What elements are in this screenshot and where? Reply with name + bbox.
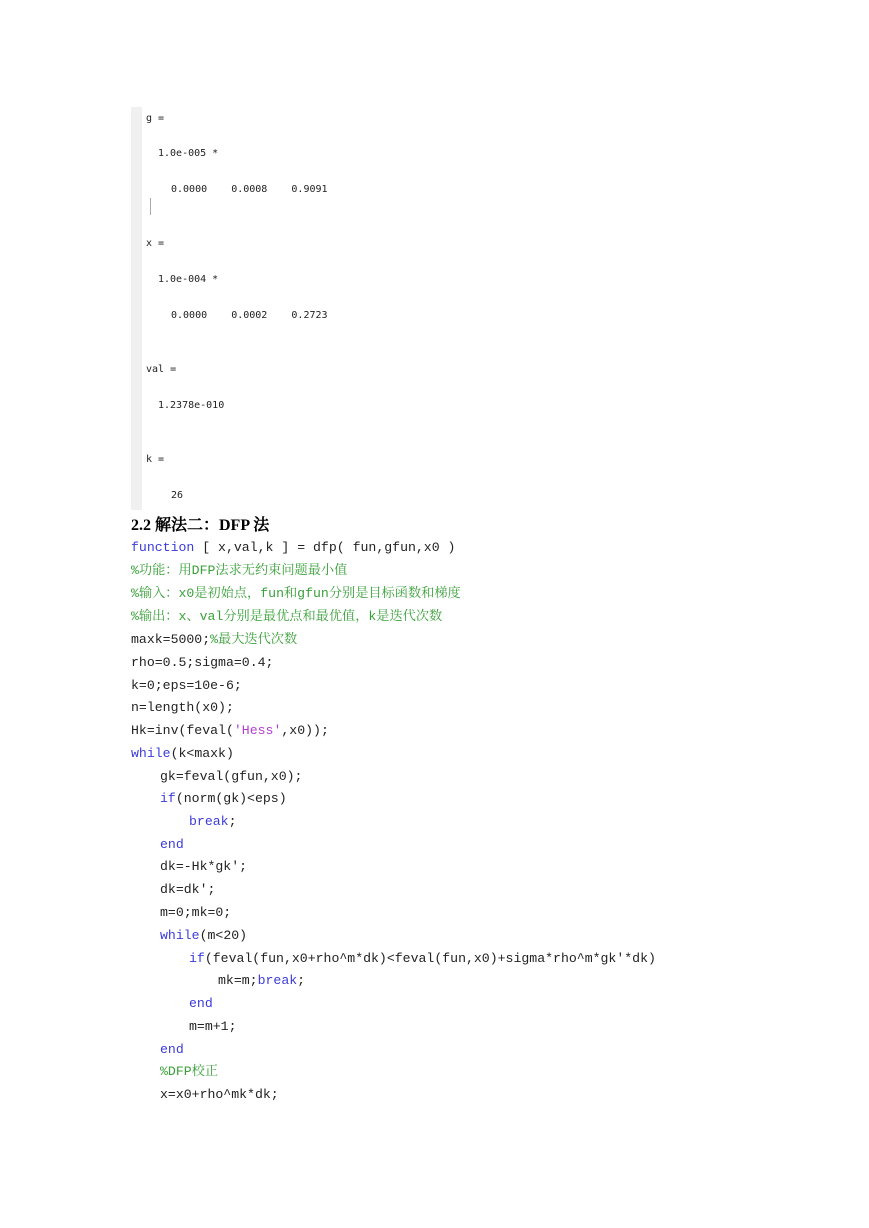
code-comment: %输入：x0是初始点，fun和gfun分别是目标函数和梯度	[131, 586, 461, 601]
output-line: x =	[146, 238, 165, 249]
code-text: Hk=inv(feval(	[131, 723, 234, 738]
output-line: 1.0e-004 *	[158, 274, 219, 285]
keyword: break	[189, 814, 229, 829]
code-line: x=x0+rho^mk*dk;	[160, 1087, 279, 1102]
output-window	[131, 107, 346, 510]
keyword: function	[131, 540, 195, 555]
code-text: (m<20)	[199, 928, 248, 943]
keyword: while	[131, 746, 171, 761]
code-text: ;	[228, 814, 237, 829]
code-text: (k<maxk)	[170, 746, 234, 761]
code-line	[131, 723, 329, 739]
code-line: m=0;mk=0;	[160, 905, 232, 920]
code-line: gk=feval(gfun,x0);	[160, 769, 303, 784]
code-line: dk=dk';	[160, 882, 216, 897]
keyword: break	[257, 973, 298, 988]
code-line	[131, 632, 297, 648]
code-line	[160, 791, 287, 807]
output-line: g =	[146, 113, 165, 124]
keyword: while	[160, 928, 200, 943]
code-line: n=length(x0);	[131, 700, 234, 715]
code-line	[131, 540, 455, 556]
keyword: if	[160, 791, 176, 806]
output-line: 0.0000 0.0008 0.9091	[171, 184, 328, 195]
output-line: 0.0000 0.0002 0.2723	[171, 310, 328, 321]
code-comment: %DFP校正	[160, 1064, 219, 1079]
code-comment: %功能：用DFP法求无约束问题最小值	[131, 563, 348, 578]
output-line: val =	[146, 364, 177, 375]
code-line	[131, 746, 234, 762]
code-line: dk=-Hk*gk';	[160, 859, 248, 874]
code-line	[160, 928, 247, 944]
code-comment: %最大迭代次数	[210, 632, 298, 647]
output-line: 1.0e-005 *	[158, 148, 219, 159]
keyword: end	[160, 1042, 184, 1057]
code-text: mk=m;	[218, 973, 258, 988]
code-line: m=m+1;	[189, 1019, 237, 1034]
keyword: end	[160, 837, 184, 852]
code-line	[189, 814, 237, 830]
output-line: 1.2378e-010	[158, 400, 225, 411]
keyword: end	[189, 996, 213, 1011]
code-text: [ x,val,k ] = dfp( fun,gfun,x0 )	[194, 540, 456, 555]
code-line: k=0;eps=10e-6;	[131, 678, 242, 693]
code-text: maxk=5000;	[131, 632, 211, 647]
string-literal: 'Hess'	[233, 723, 282, 738]
code-line	[189, 951, 656, 967]
code-line	[218, 973, 305, 989]
code-text: ;	[297, 973, 306, 988]
code-comment: %输出：x、val分别是最优点和最优值，k是迭代次数	[131, 609, 443, 624]
section-heading: 2.2 解法二：DFP 法	[131, 517, 270, 534]
code-line: rho=0.5;sigma=0.4;	[131, 655, 274, 670]
keyword: if	[189, 951, 205, 966]
output-line: k =	[146, 454, 165, 465]
code-text: ,x0));	[281, 723, 329, 738]
code-text: (norm(gk)<eps)	[175, 791, 287, 806]
text-cursor	[150, 198, 151, 215]
code-text: (feval(fun,x0+rho^m*dk)<feval(fun,x0)+sigma*rho^m*gk'*dk)	[204, 951, 656, 966]
output-line: 26	[171, 490, 184, 501]
